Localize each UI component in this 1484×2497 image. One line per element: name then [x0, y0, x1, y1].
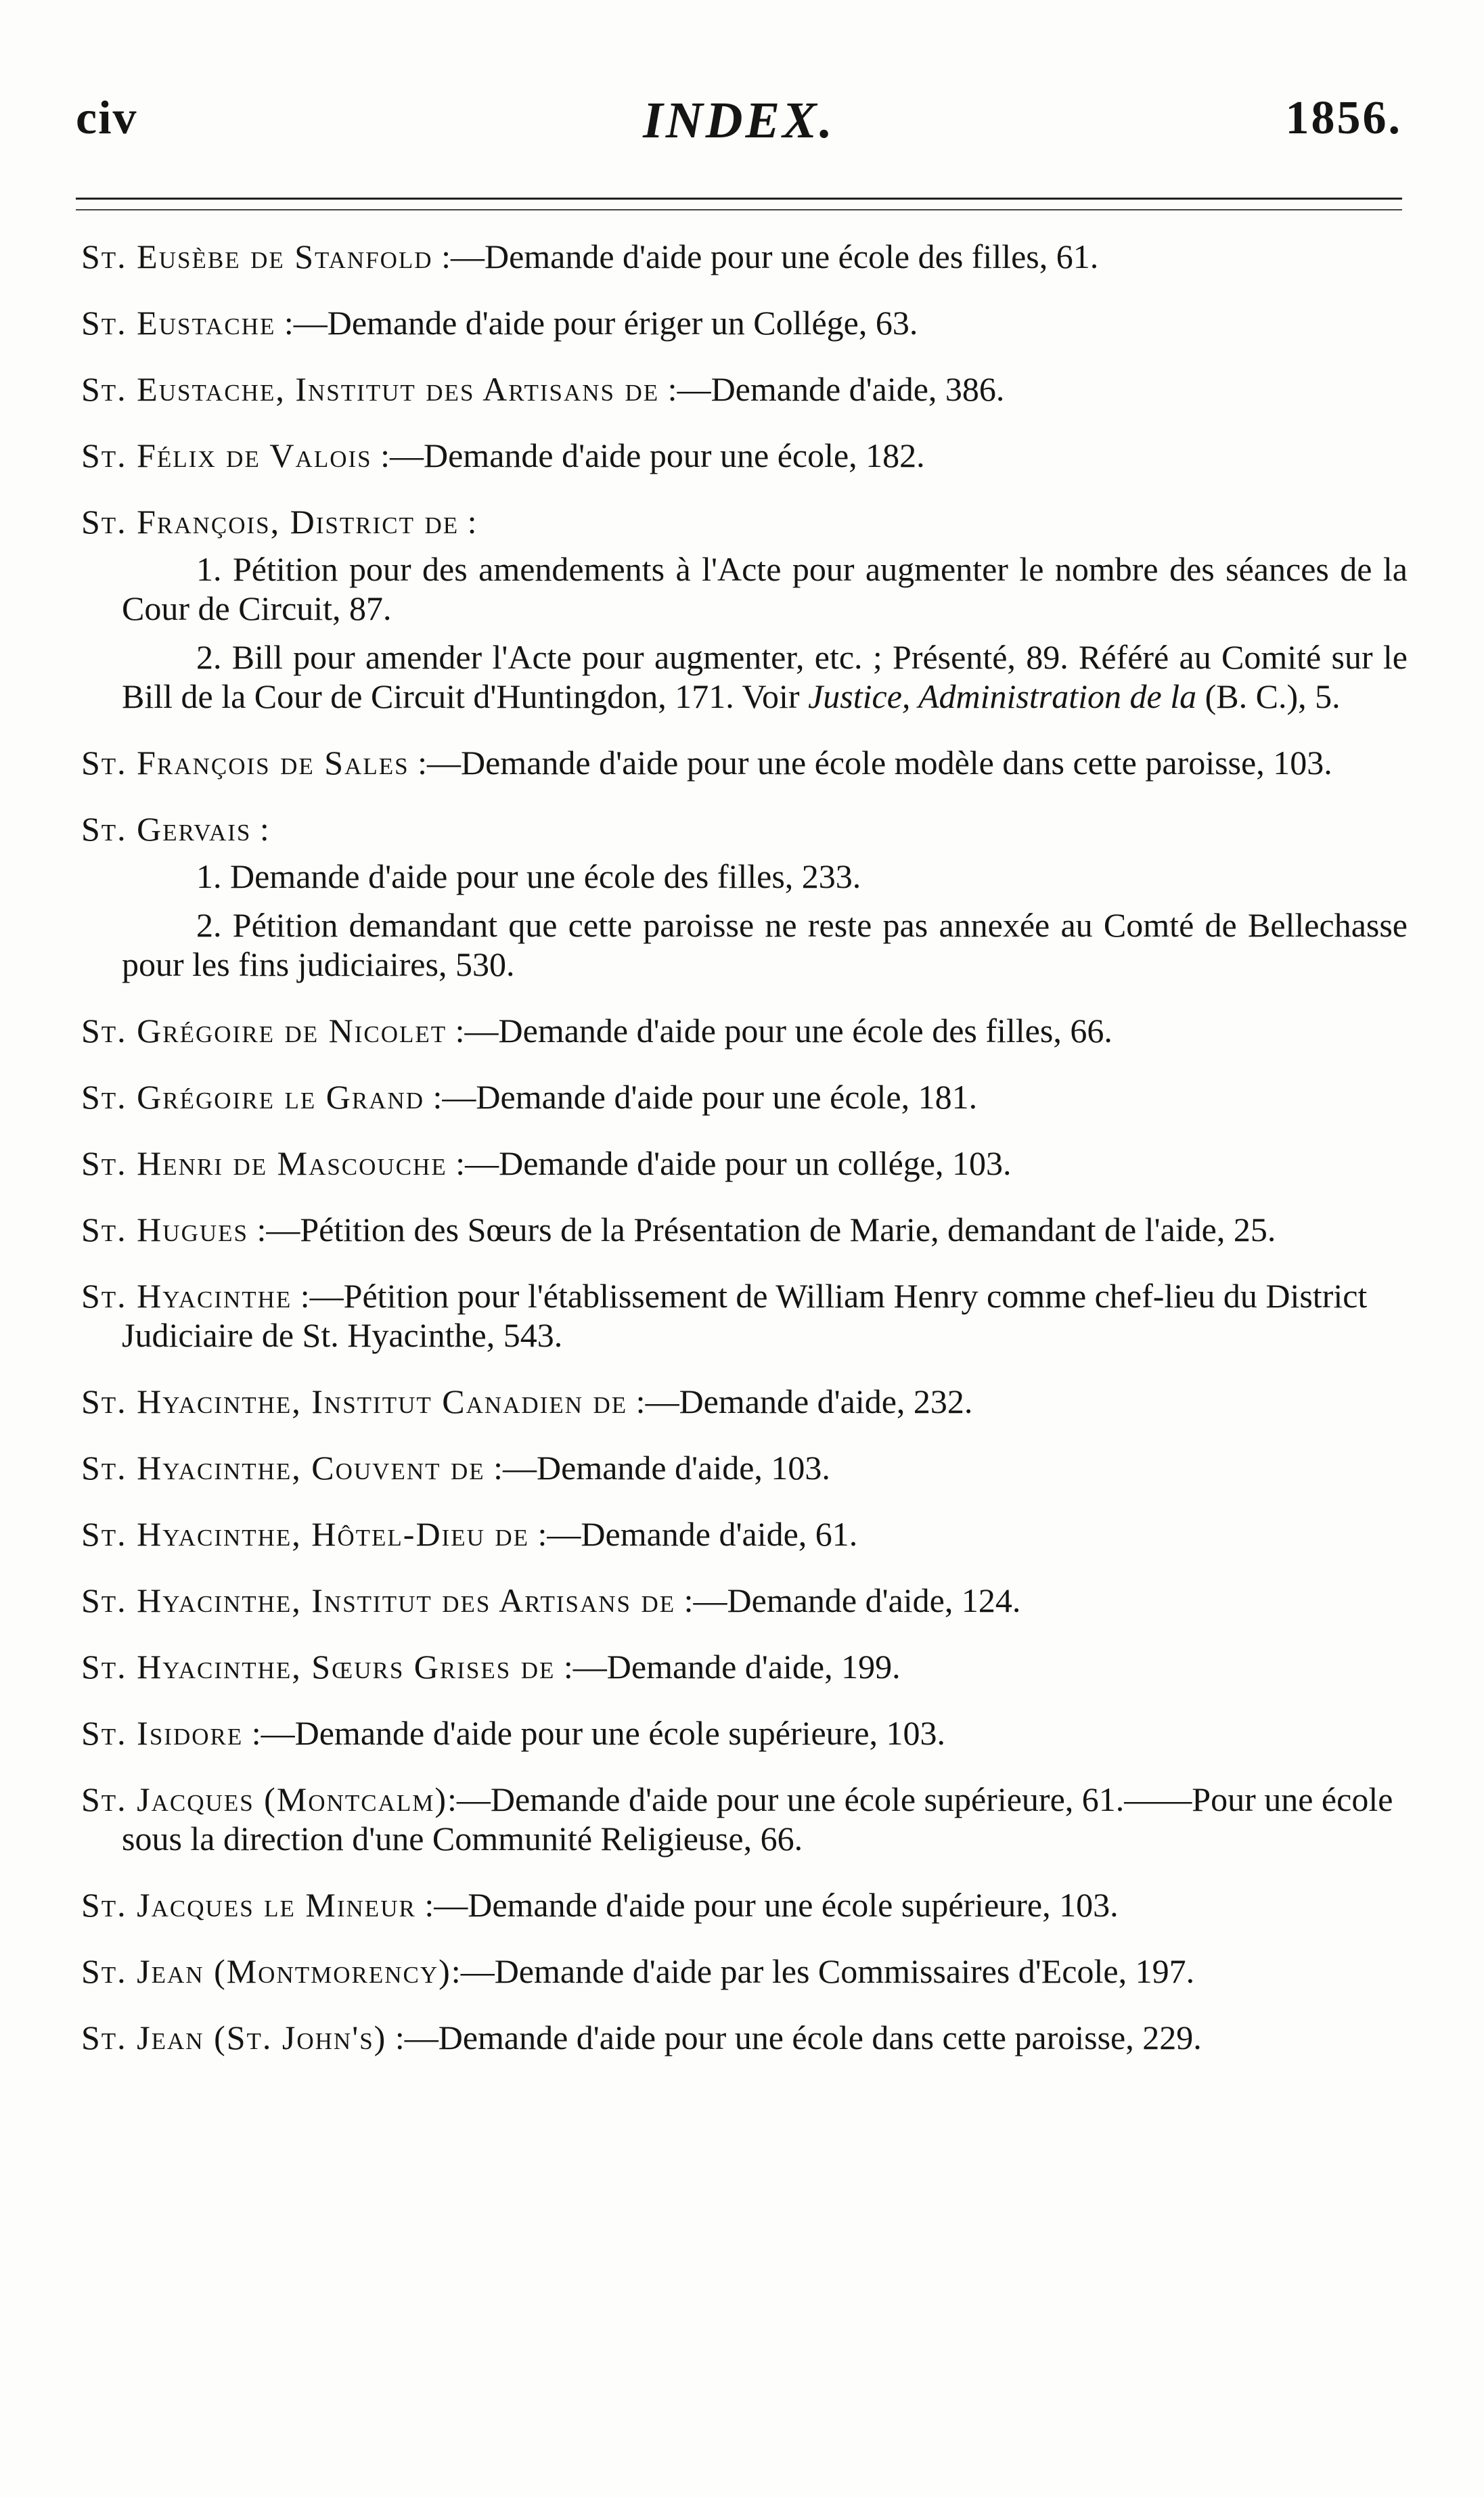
- entry-heading: St. Jean (Montmorency): [81, 1952, 451, 1990]
- entry-text: :—Demande d'aide pour ériger un Collége, 63.: [275, 304, 918, 342]
- entry-text: :—Demande d'aide pour une école des filles, 61.: [432, 238, 1099, 275]
- entry-heading: St. Gervais: [81, 810, 252, 848]
- entry-text: :—Pétition des Sœurs de la Présentation de Marie, demandant de l'aide, 25.: [248, 1211, 1276, 1248]
- entry-heading: St. Eustache: [81, 304, 276, 342]
- index-entry: [81, 2018, 1408, 2057]
- entry-heading: St. François de Sales: [81, 744, 409, 782]
- header-rule: [76, 198, 1402, 210]
- entry-text: :—Demande d'aide, 61.: [529, 1515, 858, 1553]
- sub-entry: [81, 549, 1408, 628]
- index-entry: [81, 436, 1408, 475]
- entry-text: :—Demande d'aide pour une école supérieure, 103.: [243, 1714, 946, 1752]
- entry-text: :—Demande d'aide pour un collége, 103.: [447, 1144, 1012, 1182]
- sub-entries: [81, 549, 1408, 716]
- entry-heading: St. Hyacinthe, Institut des Artisans de: [81, 1581, 676, 1619]
- index-entry: [81, 1780, 1408, 1858]
- index-entry: [81, 1077, 1408, 1117]
- entry-text: :—Demande d'aide, 386.: [659, 370, 1005, 408]
- index-entry: [81, 809, 1408, 849]
- index-entry: [81, 1144, 1408, 1183]
- entry-heading: St. Hyacinthe, Couvent de: [81, 1449, 485, 1487]
- cross-reference: Justice, Administration de la: [808, 677, 1197, 715]
- entry-heading: St. Isidore: [81, 1714, 244, 1752]
- entry-heading: St. Hyacinthe, Institut Canadien de: [81, 1382, 628, 1420]
- sub-entry: [81, 637, 1408, 716]
- entry-text: :—Demande d'aide, 199.: [555, 1648, 901, 1686]
- header-year: 1856.: [1285, 92, 1402, 144]
- entry-heading: St. Grégoire le Grand: [81, 1078, 424, 1116]
- index-entry: [81, 1011, 1408, 1050]
- sub-entry: [81, 905, 1408, 984]
- entry-text: :: [459, 503, 477, 541]
- entry-text: :: [251, 810, 269, 848]
- sub-entry-tail: (B. C.), 5.: [1196, 677, 1341, 715]
- entry-text: :—Demande d'aide pour une école supérieure, 61.——Pour une école sous la direction d'une Communité Religieuse, 66.: [122, 1780, 1393, 1858]
- index-entry: [81, 369, 1408, 409]
- index-entry: [81, 237, 1408, 276]
- sub-entry-text: 2. Pétition demandant que cette paroisse ne reste pas annexée au Comté de Bellechasse pour les fins judiciaires, 530.: [122, 906, 1408, 983]
- entry-heading: St. Félix de Valois: [81, 436, 372, 474]
- index-entry: [81, 1713, 1408, 1753]
- index-entry: [81, 1514, 1408, 1554]
- entry-heading: St. Henri de Mascouche: [81, 1144, 447, 1182]
- entry-heading: St. Grégoire de Nicolet: [81, 1012, 447, 1050]
- page-number: civ: [76, 92, 138, 144]
- entry-heading: St. Hugues: [81, 1211, 248, 1248]
- entry-text: :—Demande d'aide pour une école, 181.: [424, 1078, 978, 1116]
- entry-text: :—Demande d'aide pour une école, 182.: [372, 436, 925, 474]
- entry-text: :—Pétition pour l'établissement de William Henry comme chef-lieu du District Judiciaire de St. Hyacinthe, 543.: [122, 1277, 1368, 1354]
- index-entry: [81, 502, 1408, 541]
- entry-heading: St. François, District de: [81, 503, 459, 541]
- sub-entry-text: 1. Pétition pour des amendements à l'Acte pour augmenter le nombre des séances de la Cour de Circuit, 87.: [122, 550, 1408, 627]
- sub-entries: [81, 857, 1408, 984]
- entry-heading: St. Jean (St. John's): [81, 2019, 387, 2056]
- entry-text: :—Demande d'aide, 124.: [675, 1581, 1021, 1619]
- entry-text: :—Demande d'aide pour une école modèle dans cette paroisse, 103.: [409, 744, 1332, 782]
- entry-heading: St. Eusèbe de Stanfold: [81, 238, 433, 275]
- index-entries: [81, 237, 1408, 2084]
- index-entry: [81, 1448, 1408, 1487]
- sub-entry: [81, 857, 1408, 896]
- entry-text: :—Demande d'aide pour une école des filles, 66.: [447, 1012, 1112, 1050]
- index-entry: [81, 303, 1408, 342]
- entry-text: :—Demande d'aide, 103.: [485, 1449, 830, 1487]
- entry-heading: St. Hyacinthe, Sœurs Grises de: [81, 1648, 556, 1686]
- index-entry: [81, 1210, 1408, 1249]
- sub-entry-text: 1. Demande d'aide pour une école des filles, 233.: [196, 857, 861, 895]
- index-entry: [81, 1952, 1408, 1991]
- entry-heading: St. Jacques le Mineur: [81, 1886, 416, 1924]
- entry-text: :—Demande d'aide pour une école supérieure, 103.: [415, 1886, 1119, 1924]
- index-entry: [81, 743, 1408, 782]
- index-entry: [81, 1647, 1408, 1686]
- entry-heading: St. Hyacinthe: [81, 1277, 292, 1315]
- index-entry: [81, 1276, 1408, 1355]
- index-entry: [81, 1581, 1408, 1620]
- page-header: [76, 91, 1402, 173]
- entry-text: :—Demande d'aide pour une école dans cette paroisse, 229.: [386, 2019, 1202, 2056]
- sub-entry-text: 2. Bill pour amender l'Acte pour augmenter, etc. ; Présenté, 89. Référé au Comité sur le Bill de la Cour de Circuit d'Huntingdon, 171. Voir: [122, 638, 1408, 715]
- entry-text: :—Demande d'aide par les Commissaires d'Ecole, 197.: [451, 1952, 1195, 1990]
- entry-heading: St. Eustache, Institut des Artisans de: [81, 370, 660, 408]
- index-entry: [81, 1885, 1408, 1925]
- entry-heading: St. Jacques (Montcalm): [81, 1780, 447, 1818]
- index-entry: [81, 1382, 1408, 1421]
- entry-heading: St. Hyacinthe, Hôtel-Dieu de: [81, 1515, 530, 1553]
- page-title: INDEX.: [643, 92, 835, 149]
- entry-text: :—Demande d'aide, 232.: [627, 1382, 973, 1420]
